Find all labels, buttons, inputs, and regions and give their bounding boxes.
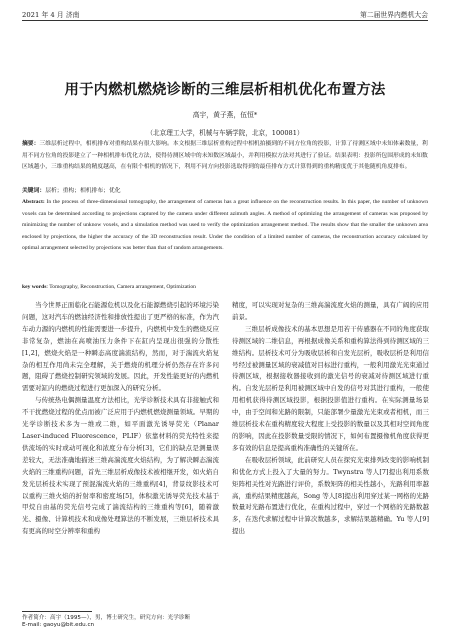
abstract-cn-text: 三维层析过程中，相机排布对重构结果有很大影响。本文根据三维层析重构过程中相机拍摄到的不同方位角的投影，计算了待测区域中未知体素数量，利用不同方位角的投影建立了一种相机排布优化方法，使得待测区域中的未知数区域最小，并利用模拟方法对其进行了验证。结果表明：投影所包围形成的未知数区域越小，三维重构结果的精度越高，在有限个相机的情况下，利用不同方向投影选取得到的最佳排布方式计算得到的重构精度优于其他随机角度排布。: [22, 141, 428, 171]
keywords-en-text: : Tomography, Reconstruction, Camera arrangement, Optimization: [46, 284, 196, 290]
header-conference: 第二届世界内燃机大会: [360, 11, 428, 19]
abstract-cn-label: 摘要：: [22, 141, 40, 147]
abstract-chinese: [22, 139, 428, 174]
body-paragraph: 三维层析成像技术的基本思想是用若干传感器在不同的角度获取待测区域的二维信息，再根据成像关系和重构算法得到待测区域的三维结构。层析技术可分为吸收层析和自发光层析，吸收层析是利用信号经过被测量区域的衰减值对目标进行重构，一般利用激光光束通过待测区域，根据接收器接收到的激光信号的衰减对待测区域进行重构。自发光层析是利用被测区域中自发的信号对其进行重构，一般使用相机获得待测区域投影，根据投影值进行重构。在实际测量场景中，由于空间和光路的限制，只能部署少量激光光束或者相机，而三维层析技术在重构精度较大程度上受投影的数量以及其相对空间角度的影响，因此在投影数量受限的情况下，如何布置摄像机角度获得更多有效的信息是提高重构准确性的关键所在。: [232, 324, 429, 452]
author-list: 高宇，黄子燕，伍恒*: [192, 111, 258, 119]
footnote-author-info: 作者简介：高宇（1995—），男，博士研究生，研究方向：光学诊断: [22, 615, 191, 621]
body-paragraph: 在吸收层析领域，此前研究人员在探究光束排列改变的影响机制和优化方式上投入了大量的努力。Twynstra 等人[7]提出利用系数矩阵相关性对光路进行评价，系数矩阵的相关性越小，光路利用率越高，重构结果精度越高，Song 等人[8]提出利用穿过某一网格的光路数量对光路布置进行优化，在重构过程中，穿过一个网格的光路数越多，在迭代求解过程中计算次数越多，求解结果越精确。Yu 等人[9]提出: [232, 455, 429, 536]
keywords-english: [22, 284, 428, 290]
footnote-email: E-mail: gaoyu@bit.edu.cn: [22, 622, 95, 628]
body-paragraph: 与传统热电偶测量温度方法相比，光学诊断技术具有非接触式和不干扰燃烧过程的优点而被广泛应用于内燃机燃烧测量领域。早期的光学诊断技术多为一维或二维，如平面激光诱导荧光（Planar Laser-induced Fluorescence，PLIF）依靠材料的荧光特性来提供流场的实时或动可视化和浓度分布分析[3]，它们的缺点是测量误差较大，无法准确地描述三维高湍流度火焰结构，为了解决瞬态湍流火焰的三维重构问题，首先三维层析成像技术被相继开发，如火焰自发光层析技术实现了预混湍流火焰的三维重构[4]，背景纹影技术可以重构三维火焰的折射率和密度场[5]，体积激光诱导荧光技术基于甲烷自由基的荧光信号完成了湍流结构的三维重构等[6]，随着激光、摄像、计算机技术和成像处理算法的不断发展，三维层析技术具有更高的时空分辨率和重构: [22, 396, 219, 536]
body-paragraph: 当今世界正面临化石能源危机以及化石能源燃烧引起的环境污染问题，这对汽车的燃油经济性和排放性提出了更严格的标准，作为汽车动力源的内燃机的性能需要进一步提升，内燃机中发生的燃烧反应非常复杂，燃油在高喷油压力条件下在缸内呈现出很强的分散性[1,2]，燃烧火焰是一种瞬态高度湍流结构，然而，对于湍流火焰复杂的相互作用尚未完全理解，关于燃烧的机理分析仍然存在许多问题，阻碍了燃烧控制研究领域的发展。因此，开发性能更好的内燃机需要对缸内的燃烧过程进行更加深入的研究分析。: [22, 301, 219, 393]
body-column-left: [22, 300, 219, 538]
abstract-english: [22, 197, 428, 255]
keywords-cn-text: 层析；重构；相机排布；优化: [45, 188, 121, 194]
keywords-cn-label: 关键词：: [22, 188, 46, 194]
affiliation: （北京理工大学，机械与车辆学院，北京，100081）: [146, 129, 304, 137]
keywords-en-label: key words: [22, 284, 47, 290]
body-paragraph: 精度，可以实现对复杂的三维高湍流度火焰的测量，具有广阔的应用前景。: [232, 301, 429, 321]
paper-title: 用于内燃机燃烧诊断的三维层析相机优化布置方法: [64, 82, 386, 98]
header-date-location: 2021 年 4 月 济南: [22, 11, 80, 19]
header-rule: [22, 20, 428, 21]
keywords-chinese: [22, 185, 428, 194]
abstract-en-label: Abstract:: [22, 199, 45, 205]
body-column-right: [232, 300, 429, 538]
footnote-rule: [22, 611, 92, 612]
abstract-en-text: In the process of three-dimensional tomography, the arrangement of cameras has a great influence on the reconstruction results. In this paper, the number of unknown voxels can be determined according to projections captured by the camera under different azimuth angles. A method of optimizing the arrangement of cameras was proposed by minimizing the number of unknow voxels, and a simulation method was used to verify the optimization arrangement method. The results show that the smaller the unknown area enclosed by projections, the higher the accuracy of the 3D reconstruction result. Under the condition of a limited number of cameras, the reconstruction accuracy calculated by optimal arrangement selected by projections was better than that of random arrangements.: [22, 199, 428, 251]
